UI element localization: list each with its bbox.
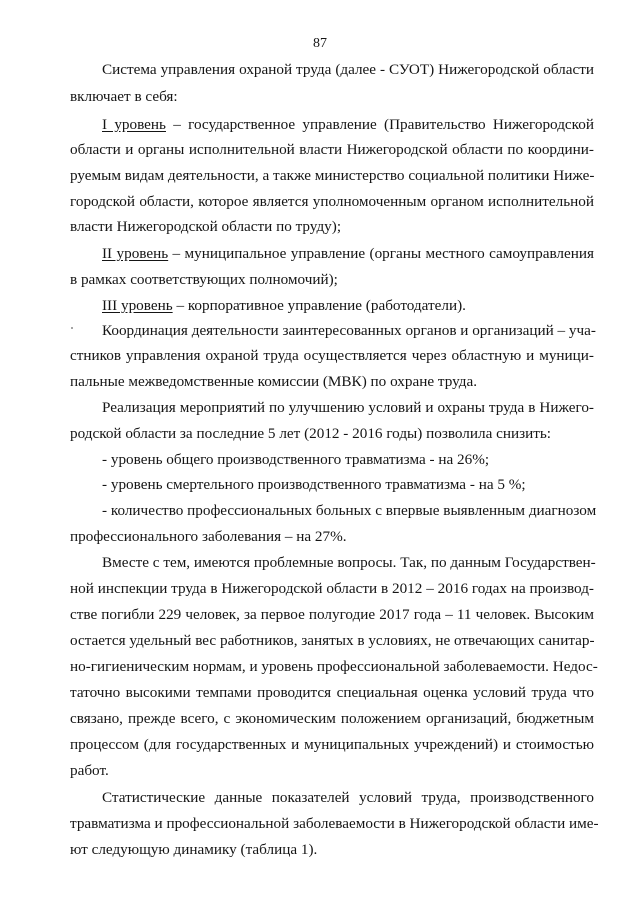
level-1-text: – государственное управление (Правительство Нижегородской: [165, 116, 594, 133]
list-item: - уровень смертельного производственного травматизма - на 5 %;: [102, 476, 526, 493]
level-1-line: [102, 115, 594, 135]
paragraph-line: травматизма и профессиональной заболеваемости в Нижегородской области име-: [70, 815, 599, 832]
level-3-text: – корпоративное управление (работодатели).: [172, 297, 466, 314]
level-2-line: [102, 244, 594, 264]
paragraph-line: Вместе с тем, имеются проблемные вопросы. Так, по данным Государствен-: [102, 554, 596, 571]
level-2-text: – муниципальное управление (органы местного самоуправления: [168, 245, 594, 262]
paragraph-line: ют следующую динамику (таблица 1).: [70, 841, 318, 858]
paragraph-line: связано, прежде всего, с экономическим положением организаций, бюджетным: [70, 710, 594, 727]
paragraph-line: включает в себя:: [70, 88, 178, 105]
paragraph-line: пальные межведомственные комиссии (МВК) по охране труда.: [70, 373, 477, 390]
scan-speck: [71, 327, 73, 329]
paragraph-line: но-гигиеническим нормам, и уровень профессиональной заболеваемости. Недос-: [70, 658, 598, 675]
paragraph-line: в рамках соответствующих полномочий);: [70, 271, 338, 288]
page-number: 87: [313, 36, 327, 51]
paragraph-line: Координация деятельности заинтересованных органов и организаций – уча-: [102, 322, 596, 339]
paragraph-line: Реализация мероприятий по улучшению условий и охраны труда в Нижего-: [102, 399, 594, 416]
paragraph-line: таточно высокими темпами проводится специальная оценка условий труда что: [70, 684, 594, 701]
paragraph-line: работ.: [70, 762, 109, 779]
paragraph-line: стве погибли 229 человек, за первое полугодие 2017 года – 11 человек. Высоким: [70, 606, 594, 623]
paragraph-line: процессом (для государственных и муниципальных учреждений) и стоимостью: [70, 736, 594, 753]
level-1-label: I уровень: [102, 116, 166, 133]
paragraph-line: городской области, которое является уполномоченным органом исполнительной: [70, 193, 594, 210]
paragraph-line: власти Нижегородской области по труду);: [70, 218, 342, 235]
level-3-label: III уровень: [102, 297, 173, 314]
level-3-line: [102, 296, 594, 316]
paragraph-line: Система управления охраной труда (далее - СУОТ) Нижегородской области: [102, 61, 594, 78]
paragraph-line: стников управления охраной труда осуществляется через областную и муници-: [70, 347, 594, 364]
level-2-label: II уровень: [102, 245, 169, 262]
paragraph-line: области и органы исполнительной власти Нижегородской области по координи-: [70, 141, 594, 158]
list-item: - уровень общего производственного травматизма - на 26%;: [102, 451, 490, 468]
paragraph-line: профессионального заболевания – на 27%.: [70, 528, 347, 545]
paragraph-line: руемым видам деятельности, а также министерство социальной политики Ниже-: [70, 167, 595, 184]
paragraph-line: Статистические данные показателей условий труда, производственного: [102, 789, 594, 806]
paragraph-line: родской области за последние 5 лет (2012 - 2016 годы) позволила снизить:: [70, 425, 552, 442]
paragraph-line: ной инспекции труда в Нижегородской области в 2012 – 2016 годах на производ-: [70, 580, 594, 597]
paragraph-line: остается удельный вес работников, занятых в условиях, не отвечающих санитар-: [70, 632, 595, 649]
list-item: - количество профессиональных больных с впервые выявленным диагнозом: [102, 502, 597, 519]
